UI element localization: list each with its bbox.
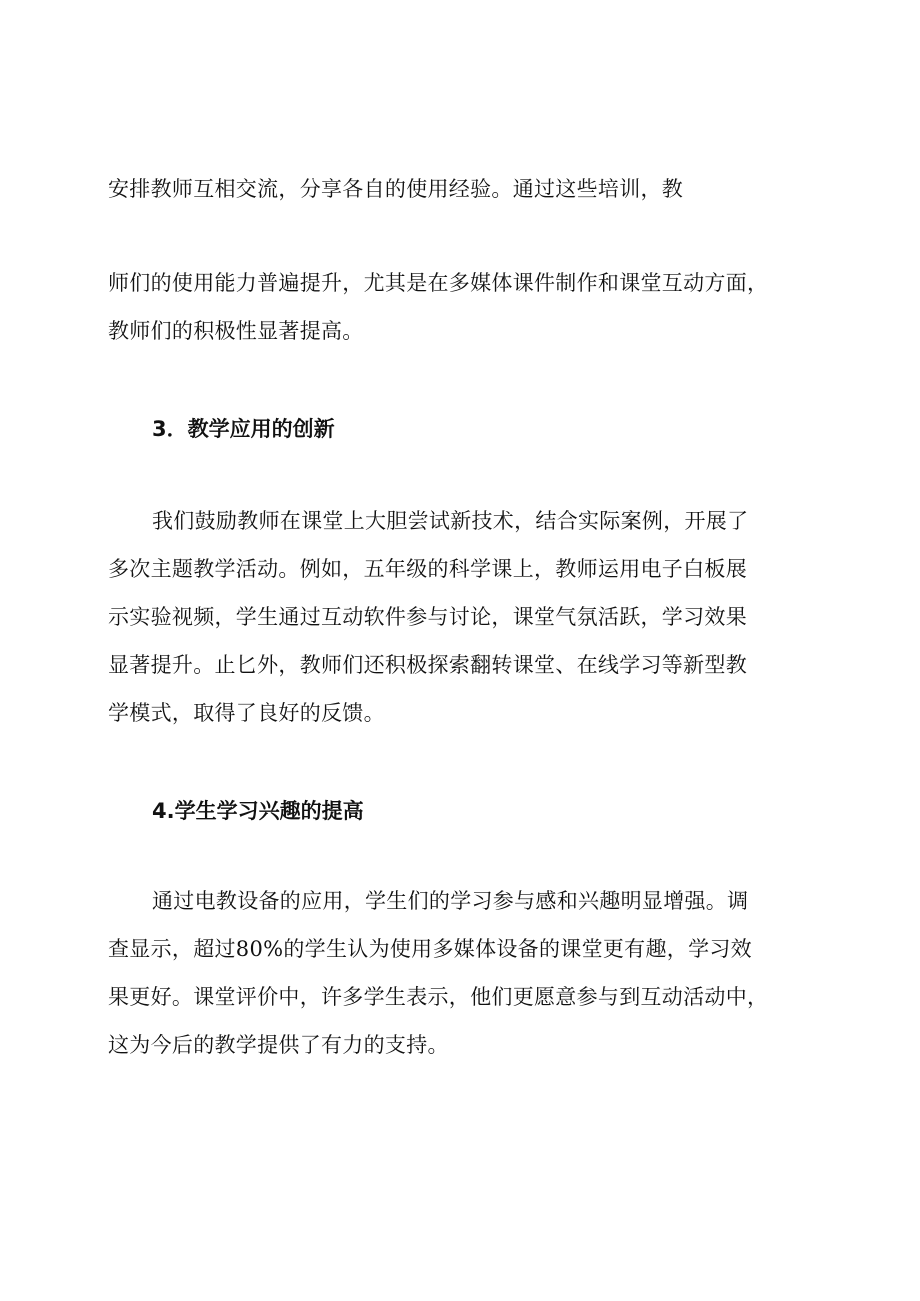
paragraph-line: 学模式，取得了良好的反馈。 <box>108 701 385 725</box>
paragraph-line: 通过电教设备的应用，学生们的学习参与感和兴趣明显增强。调 <box>152 889 749 913</box>
paragraph-line: 示实验视频，学生通过互动软件参与讨论，课堂气氛活跃，学习效果 <box>108 605 747 629</box>
paragraph-line: 教师们的积极性显著提高。 <box>108 319 364 343</box>
paragraph-line: 多次主题教学活动。例如，五年级的科学课上，教师运用电子白板展 <box>108 557 747 581</box>
paragraph-line: 显著提升。止匕外，教师们还积极探索翻转课堂、在线学习等新型教 <box>108 653 747 677</box>
paragraph-line: 果更好。课堂评价中，许多学生表示，他们更愿意参与到互动活动中， <box>108 985 769 1009</box>
section-heading-4: 4.学生学习兴趣的提高 <box>152 799 364 823</box>
paragraph-line: 查显示，超过80%的学生认为使用多媒体设备的课堂更有趣，学习效 <box>108 937 752 961</box>
paragraph-line: 师们的使用能力普遍提升，尤其是在多媒体课件制作和课堂互动方面， <box>108 271 769 295</box>
paragraph-line: 我们鼓励教师在课堂上大胆尝试新技术，结合实际案例，开展了 <box>152 509 749 533</box>
paragraph-line: 安排教师互相交流，分享各自的使用经验。通过这些培训，教 <box>108 177 684 201</box>
section-heading-3: 3．教学应用的创新 <box>152 417 335 441</box>
paragraph-line: 这为今后的教学提供了有力的支持。 <box>108 1033 449 1057</box>
